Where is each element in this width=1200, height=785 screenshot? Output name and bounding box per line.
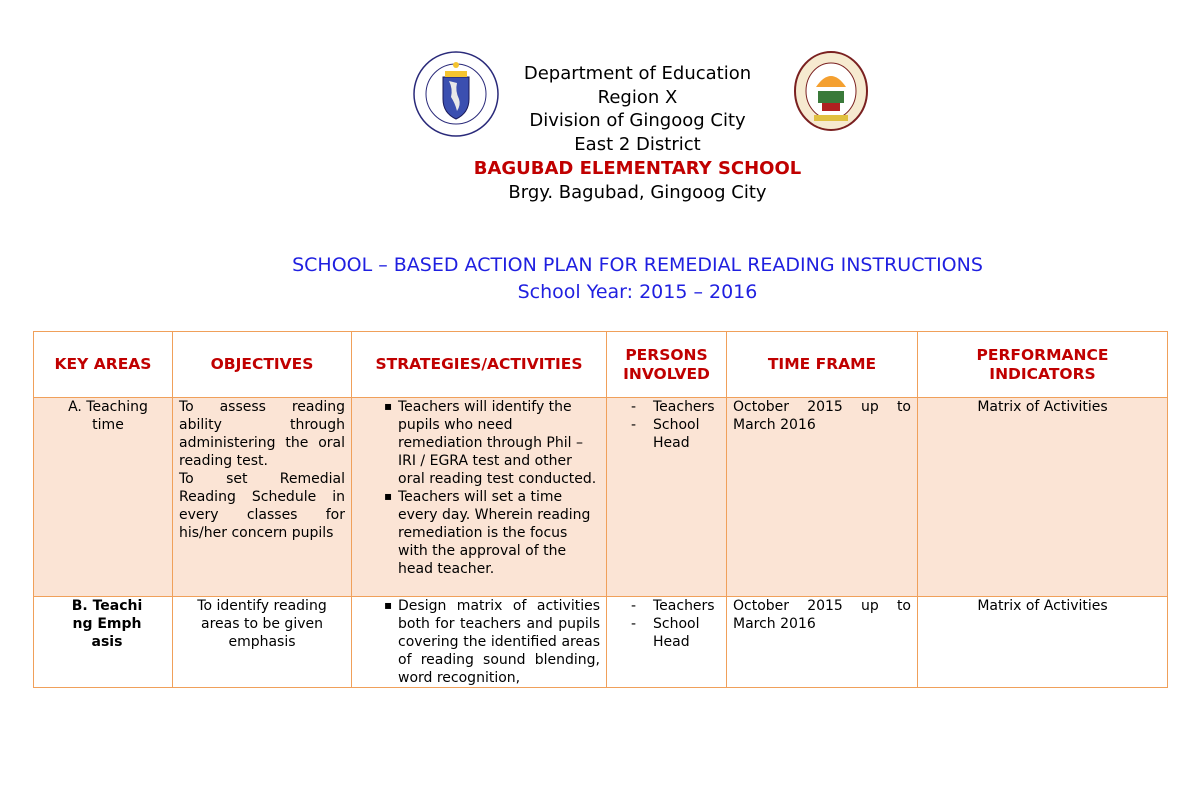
header-objectives: OBJECTIVES bbox=[173, 332, 352, 398]
strategies-cell bbox=[352, 597, 607, 688]
table-row bbox=[34, 398, 1168, 597]
header-indicators: PERFORMANCE INDICATORS bbox=[918, 332, 1168, 398]
strategy-item: ▪ Teachers will set a time every day. Wherein reading remediation is the focus with the approval of the head teacher. bbox=[398, 488, 600, 578]
key-area-cell: B. Teaching Emphasis bbox=[34, 597, 173, 688]
strategy-item: ▪ Teachers will identify the pupils who need remediation through Phil – IRI / EGRA test and other oral reading test conducted. bbox=[398, 398, 600, 488]
key-area-cell: A. Teaching time bbox=[34, 398, 173, 597]
objectives-cell: To identify reading areas to be given emphasis bbox=[173, 597, 352, 688]
action-plan-table bbox=[33, 331, 1168, 688]
region-name: Region X bbox=[597, 87, 678, 108]
person-item: - Teachers bbox=[653, 398, 722, 416]
header-strategies: STRATEGIES/ACTIVITIES bbox=[352, 332, 607, 398]
document-header bbox=[0, 0, 1200, 215]
district-name: East 2 District bbox=[574, 134, 701, 155]
persons-cell bbox=[607, 398, 727, 597]
school-name: BAGUBAD ELEMENTARY SCHOOL bbox=[473, 158, 802, 179]
indicator-cell: Matrix of Activities bbox=[918, 398, 1168, 597]
school-year: School Year: 2015 – 2016 bbox=[517, 281, 758, 303]
division-name: Division of Gingoog City bbox=[529, 110, 746, 131]
objectives-cell bbox=[173, 398, 352, 597]
strategy-item: ▪ Design matrix of activities both for teachers and pupils covering the identified areas of reading sound blending, word recognition, bbox=[398, 597, 600, 687]
document-title: SCHOOL – BASED ACTION PLAN FOR REMEDIAL READING INSTRUCTIONS bbox=[292, 254, 983, 276]
table-row bbox=[34, 597, 1168, 688]
person-item: - School Head bbox=[653, 416, 722, 452]
time-frame-cell: October 2015 up to March 2016 bbox=[727, 597, 918, 688]
person-item: - Teachers bbox=[653, 597, 722, 615]
header-time-frame: TIME FRAME bbox=[727, 332, 918, 398]
indicator-cell: Matrix of Activities bbox=[918, 597, 1168, 688]
department-name: Department of Education bbox=[523, 63, 752, 84]
header-persons: PERSONS INVOLVED bbox=[607, 332, 727, 398]
person-item: - School Head bbox=[653, 615, 722, 651]
objective-item: To assess reading ability through administering the oral reading test. bbox=[179, 399, 345, 469]
header-key-areas: KEY AREAS bbox=[34, 332, 173, 398]
table-header-row bbox=[34, 332, 1168, 398]
school-address: Brgy. Bagubad, Gingoog City bbox=[508, 182, 767, 203]
persons-cell bbox=[607, 597, 727, 688]
objective-item: To set Remedial Reading Schedule in every classes for his/her concern pupils bbox=[179, 471, 345, 541]
time-frame-cell: October 2015 up to March 2016 bbox=[727, 398, 918, 597]
strategies-cell bbox=[352, 398, 607, 597]
